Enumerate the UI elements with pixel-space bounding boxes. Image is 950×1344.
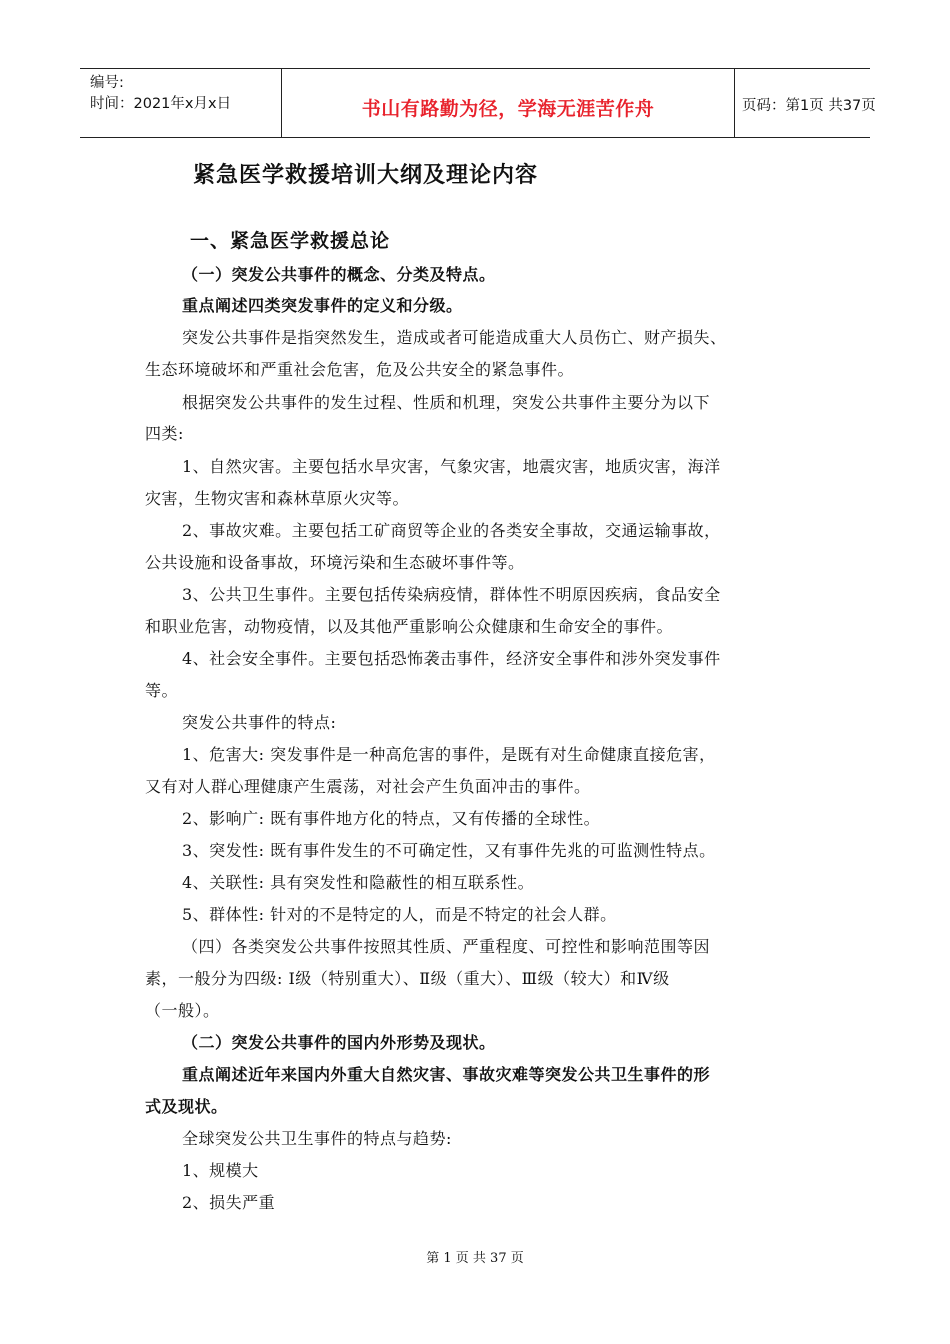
key-point: 重点阐述四类突发事件的定义和分级。 — [182, 296, 463, 315]
header-motto: 书山有路勤为径，学海无涯苦作舟 — [361, 98, 655, 120]
paragraph-line: 全球突发公共卫生事件的特点与趋势: — [182, 1129, 452, 1148]
header-page-cell — [735, 69, 876, 137]
paragraph-line: 1、自然灾害。主要包括水旱灾害，气象灾害，地震灾害，地质灾害，海洋 — [182, 457, 721, 476]
header-motto-cell — [282, 69, 735, 137]
paragraph-line: 四类: — [145, 424, 184, 443]
paragraph-line: 又有对人群心理健康产生震荡，对社会产生负面冲击的事件。 — [145, 777, 591, 796]
paragraph-line: 公共设施和设备事故，环境污染和生态破坏事件等。 — [145, 553, 525, 572]
paragraph-line: 和职业危害，动物疫情，以及其他严重影响公众健康和生命安全的事件。 — [145, 617, 674, 636]
paragraph-line: 突发公共事件是指突然发生，造成或者可能造成重大人员伤亡、财产损失、 — [182, 328, 727, 347]
paragraph-line: 等。 — [145, 681, 179, 700]
paragraph-line: 根据突发公共事件的发生过程、性质和机理，突发公共事件主要分为以下 — [182, 393, 711, 412]
list-item: 2、损失严重 — [182, 1193, 276, 1212]
paragraph-line: 3、突发性: 既有事件发生的不可确定性，又有事件先兆的可监测性特点。 — [182, 841, 716, 860]
document-title: 紧急医学救援培训大纲及理论内容 — [193, 162, 539, 188]
key-point: 重点阐述近年来国内外重大自然灾害、事故灾难等突发公共卫生事件的形 — [182, 1065, 711, 1084]
paragraph-line: 4、社会安全事件。主要包括恐怖袭击事件，经济安全事件和涉外突发事件 — [182, 649, 721, 668]
document-time-label: 时间：2021年x月x日 — [90, 96, 232, 112]
paragraph-line: 生态环境破坏和严重社会危害，危及公共安全的紧急事件。 — [145, 360, 575, 379]
paragraph-line: 2、事故灾难。主要包括工矿商贸等企业的各类安全事故，交通运输事故， — [182, 521, 721, 540]
document-code-label: 编号: — [90, 75, 124, 91]
subsection-heading: （一）突发公共事件的概念、分类及特点。 — [182, 265, 496, 284]
paragraph-line: 灾害，生物灾害和森林草原火灾等。 — [145, 489, 410, 508]
list-item: 1、规模大 — [182, 1161, 259, 1180]
paragraph-line: 3、公共卫生事件。主要包括传染病疫情，群体性不明原因疾病，食品安全 — [182, 585, 721, 604]
section-heading: 一、紧急医学救援总论 — [190, 230, 391, 252]
header-info-cell — [80, 69, 282, 137]
paragraph-line: 2、影响广: 既有事件地方化的特点，又有传播的全球性。 — [182, 809, 601, 828]
header-page-number: 页码：第1页 共37页 — [742, 98, 876, 114]
paragraph-line: 5、群体性: 针对的不是特定的人，而是不特定的社会人群。 — [182, 905, 617, 924]
page-footer: 第 1 页 共 37 页 — [426, 1251, 524, 1266]
paragraph-line: 突发公共事件的特点: — [182, 713, 337, 732]
paragraph-line: 1、危害大: 突发事件是一种高危害的事件，是既有对生命健康直接危害， — [182, 745, 716, 764]
document-header — [80, 68, 876, 138]
paragraph-line: 素，一般分为四级: Ⅰ级（特别重大）、Ⅱ级（重大）、Ⅲ级（较大）和Ⅳ级 — [145, 969, 670, 988]
subsection-heading: （二）突发公共事件的国内外形势及现状。 — [182, 1033, 496, 1052]
paragraph-line: （四）各类突发公共事件按照其性质、严重程度、可控性和影响范围等因 — [182, 937, 711, 956]
paragraph-line: 4、关联性: 具有突发性和隐蔽性的相互联系性。 — [182, 873, 535, 892]
key-point: 式及现状。 — [145, 1097, 228, 1116]
paragraph-line: （一般）。 — [145, 1001, 220, 1020]
